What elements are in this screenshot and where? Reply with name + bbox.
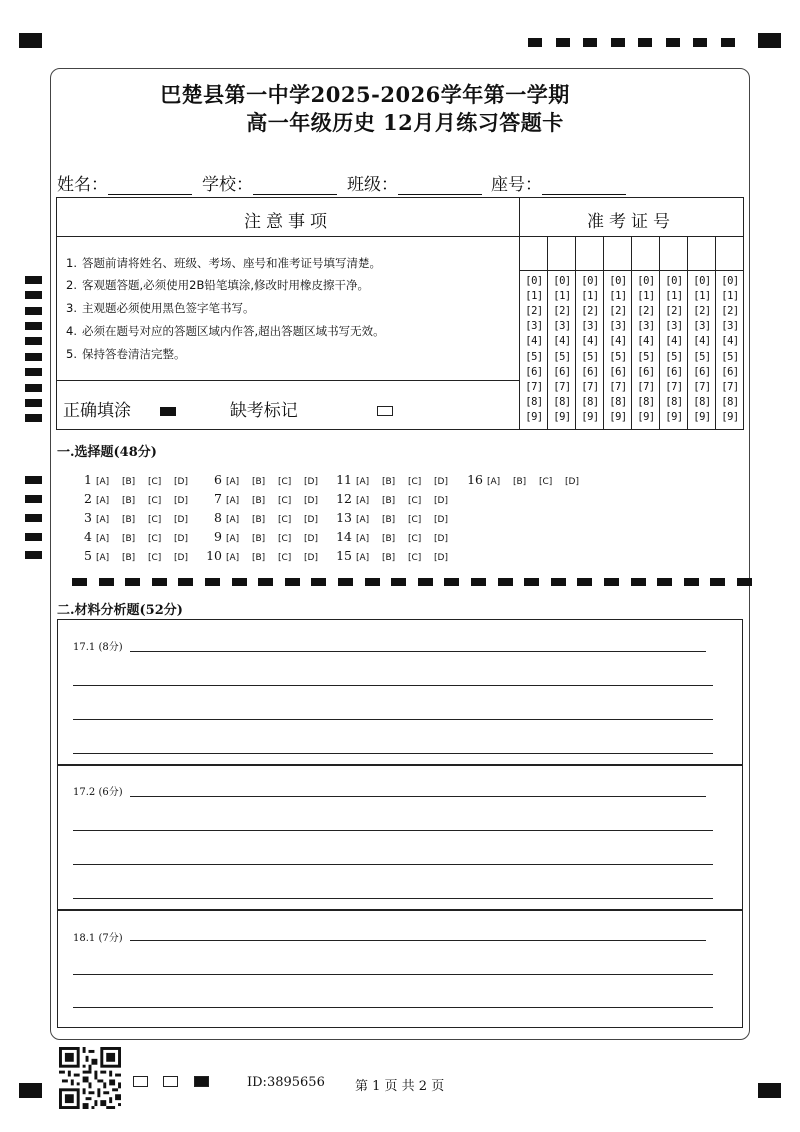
question-number: 6 [214, 472, 222, 487]
question-number: 1 [84, 472, 92, 487]
exam-id-bubble[interactable]: [5] [721, 350, 739, 363]
timing-mark [25, 291, 42, 299]
timing-mark [25, 384, 42, 392]
answer-box-17-1[interactable] [57, 619, 743, 766]
exam-id-bubble[interactable]: [8] [665, 395, 683, 408]
answer-box-18-1[interactable] [57, 909, 743, 1028]
exam-id-bubble[interactable]: [6] [637, 365, 655, 378]
info-label: 座号： [491, 175, 542, 195]
answer-bubble[interactable]: [A] [226, 534, 240, 544]
exam-id-bubble[interactable]: [9] [665, 410, 683, 423]
notice-item: 2. 客观题答题,必须使用2B铅笔填涂,修改时用橡皮擦干净。 [66, 278, 370, 292]
exam-id-bubble[interactable]: [7] [637, 380, 655, 393]
separator-dash [99, 578, 114, 586]
exam-id-bubble[interactable]: [6] [525, 365, 543, 378]
answer-bubble[interactable]: [D] [434, 534, 448, 544]
exam-id-bubble[interactable]: [2] [721, 305, 739, 318]
exam-id-bubble[interactable]: [7] [553, 380, 571, 393]
answer-bubble[interactable]: [C] [278, 496, 292, 506]
info-school[interactable] [202, 170, 337, 195]
mc-question [200, 472, 330, 487]
exam-id-bubble[interactable]: [0] [581, 275, 599, 287]
correct-fill-sample [160, 407, 176, 416]
separator-dash [125, 578, 140, 586]
timing-mark [25, 533, 42, 541]
answer-bubble[interactable]: [B] [513, 477, 527, 487]
answer-bubble[interactable]: [A] [226, 553, 240, 563]
exam-id-bubble[interactable]: [4] [525, 335, 543, 348]
exam-id-bubble[interactable]: [1] [637, 290, 655, 303]
exam-id-bubble[interactable]: [5] [693, 350, 711, 363]
answer-bubble[interactable]: [C] [148, 534, 162, 544]
exam-id-bubble[interactable]: [1] [581, 290, 599, 303]
registration-mark-bottom-left [19, 1083, 42, 1098]
exam-id-bubble[interactable]: [6] [581, 365, 599, 378]
question-label: 18.1 (7分) [73, 933, 123, 944]
exam-id-bubble[interactable]: [8] [721, 395, 739, 408]
mc-question [70, 510, 200, 525]
answer-bubble[interactable]: [B] [122, 553, 136, 563]
info-class[interactable] [347, 170, 482, 195]
mc-question [330, 548, 460, 563]
answer-bubble[interactable]: [B] [122, 534, 136, 544]
answer-bubble[interactable]: [C] [539, 477, 553, 487]
timing-dash [611, 38, 625, 47]
separator-dash [444, 578, 459, 586]
answer-bubble[interactable]: [A] [96, 553, 110, 563]
exam-id-bubble[interactable]: [3] [581, 320, 599, 333]
answer-bubble[interactable]: [C] [408, 534, 422, 544]
footer-box [133, 1076, 148, 1087]
separator-dash [258, 578, 273, 586]
separator-dash [205, 578, 220, 586]
exam-id-bubble[interactable]: [9] [553, 410, 571, 423]
question-number: 4 [84, 529, 92, 544]
answer-bubble[interactable]: [D] [174, 477, 188, 487]
mc-question [330, 472, 460, 487]
exam-id-bubble[interactable]: [0] [693, 275, 711, 287]
timing-mark [25, 322, 42, 330]
exam-id-bubble[interactable]: [8] [525, 395, 543, 408]
footer-box-filled [194, 1076, 209, 1087]
exam-id-bubble[interactable]: [5] [665, 350, 683, 363]
answer-bubble[interactable]: [A] [356, 553, 370, 563]
absent-mark-box[interactable] [377, 406, 393, 416]
timing-dash [638, 38, 652, 47]
answer-box-17-2[interactable] [57, 764, 743, 911]
answer-bubble[interactable]: [C] [148, 515, 162, 525]
answer-bubble[interactable]: [D] [174, 534, 188, 544]
answer-bubble[interactable]: [B] [122, 477, 136, 487]
timing-mark [25, 414, 42, 422]
answer-bubble[interactable]: [D] [565, 477, 579, 487]
exam-id-bubble[interactable]: [5] [609, 350, 627, 363]
separator-dash [365, 578, 380, 586]
answer-bubble[interactable]: [C] [148, 553, 162, 563]
exam-id-bubble[interactable]: [0] [721, 275, 739, 287]
registration-mark-bottom-right [758, 1083, 781, 1098]
exam-id-bubble[interactable]: [4] [609, 335, 627, 348]
exam-id-bubble[interactable]: [3] [553, 320, 571, 333]
exam-id-bubble[interactable]: [6] [693, 365, 711, 378]
timing-dash [666, 38, 680, 47]
exam-id-bubble[interactable]: [3] [693, 320, 711, 333]
footer-box [163, 1076, 178, 1087]
card-title-line1: 巴楚县第一中学2025-2026学年第一学期 [160, 82, 570, 107]
exam-id-bubble[interactable]: [3] [525, 320, 543, 333]
timing-mark [25, 495, 42, 503]
exam-id-bubble[interactable]: [2] [609, 305, 627, 318]
answer-bubble[interactable]: [D] [434, 496, 448, 506]
answer-bubble[interactable]: [C] [148, 496, 162, 506]
name-blank[interactable] [108, 178, 192, 195]
answer-bubble[interactable]: [C] [148, 477, 162, 487]
exam-id-bubble[interactable]: [1] [525, 290, 543, 303]
answer-bubble[interactable]: [A] [96, 515, 110, 525]
exam-id-bubble[interactable]: [7] [609, 380, 627, 393]
separator-dash [285, 578, 300, 586]
mc-question [200, 548, 330, 563]
info-label: 班级： [347, 175, 398, 195]
answer-bubble[interactable]: [A] [356, 534, 370, 544]
exam-id-bubble[interactable]: [2] [553, 305, 571, 318]
exam-id-bubble[interactable]: [3] [609, 320, 627, 333]
answer-bubble[interactable]: [A] [356, 496, 370, 506]
notice-item: 5. 保持答卷清洁完整。 [66, 347, 186, 361]
exam-id-bubble[interactable]: [4] [721, 335, 739, 348]
mc-question [200, 510, 330, 525]
exam-id-bubble[interactable]: [6] [665, 365, 683, 378]
timing-dash [528, 38, 542, 47]
answer-bubble[interactable]: [B] [382, 515, 396, 525]
separator-dash [684, 578, 699, 586]
answer-bubble[interactable]: [A] [96, 534, 110, 544]
answer-bubble[interactable]: [B] [252, 477, 266, 487]
separator-dash [657, 578, 672, 586]
exam-id-bubble[interactable]: [3] [665, 320, 683, 333]
question-number: 14 [336, 529, 352, 544]
answer-bubble[interactable]: [D] [174, 553, 188, 563]
exam-id-bubble[interactable]: [6] [721, 365, 739, 378]
separator-dash [737, 578, 752, 586]
exam-id-bubble[interactable]: [7] [665, 380, 683, 393]
registration-mark-top-left [19, 33, 42, 48]
timing-mark [25, 368, 42, 376]
answer-bubble[interactable]: [D] [304, 515, 318, 525]
separator-dash [710, 578, 725, 586]
separator-dash [551, 578, 566, 586]
class-blank[interactable] [398, 178, 482, 195]
exam-id-bubble[interactable]: [3] [721, 320, 739, 333]
timing-mark [25, 476, 42, 484]
exam-id-bubble[interactable]: [4] [693, 335, 711, 348]
answer-bubble[interactable]: [A] [226, 496, 240, 506]
section1-title: 一.选择题(48分) [57, 445, 157, 460]
answer-bubble[interactable]: [C] [278, 515, 292, 525]
exam-id-bubble[interactable]: [5] [637, 350, 655, 363]
timing-mark [25, 307, 42, 315]
exam-id-bubble[interactable]: [9] [721, 410, 739, 423]
separator-dash [232, 578, 247, 586]
separator-dash [498, 578, 513, 586]
question-number: 12 [336, 491, 352, 506]
question-number: 2 [84, 491, 92, 506]
question-number: 8 [214, 510, 222, 525]
answer-bubble[interactable]: [A] [226, 515, 240, 525]
answer-bubble[interactable]: [C] [408, 515, 422, 525]
exam-id-bubble[interactable]: [1] [553, 290, 571, 303]
timing-mark [25, 551, 42, 559]
timing-mark [25, 399, 42, 407]
exam-id-bubble[interactable]: [0] [525, 275, 543, 287]
notice-item: 4. 必须在题号对应的答题区域内作答,超出答题区域书写无效。 [66, 324, 385, 338]
mc-question [70, 529, 200, 544]
separator-dash [471, 578, 486, 586]
exam-id-bubble[interactable]: [8] [553, 395, 571, 408]
answer-bubble[interactable]: [C] [278, 477, 292, 487]
timing-dash [721, 38, 735, 47]
sheet-id: ID:3895656 [247, 1075, 325, 1090]
correct-fill-label: 正确填涂 [63, 401, 131, 421]
notice-heading: 注意事项 [244, 212, 332, 232]
answer-bubble[interactable]: [D] [304, 534, 318, 544]
exam-id-bubble[interactable]: [9] [525, 410, 543, 423]
exam-id-bubble[interactable]: [6] [553, 365, 571, 378]
exam-id-bubble[interactable]: [7] [693, 380, 711, 393]
page-indicator: 第 1 页 共 2 页 [355, 1079, 445, 1094]
exam-id-bubble[interactable]: [9] [609, 410, 627, 423]
mc-question [330, 529, 460, 544]
question-label: 17.2 (6分) [73, 787, 123, 798]
exam-id-bubble[interactable]: [5] [553, 350, 571, 363]
answer-bubble[interactable]: [A] [96, 496, 110, 506]
info-label: 姓名： [57, 175, 108, 195]
exam-id-bubble[interactable]: [4] [665, 335, 683, 348]
answer-bubble[interactable]: [D] [174, 515, 188, 525]
exam-id-bubble[interactable]: [8] [581, 395, 599, 408]
answer-bubble[interactable]: [D] [304, 496, 318, 506]
question-number: 10 [206, 548, 222, 563]
separator-dash [577, 578, 592, 586]
mc-question [200, 491, 330, 506]
notice-item: 1. 答题前请将姓名、班级、考场、座号和准考证号填写清楚。 [66, 256, 381, 270]
exam-id-bubble[interactable]: [0] [553, 275, 571, 287]
answer-bubble[interactable]: [B] [252, 553, 266, 563]
timing-mark [25, 337, 42, 345]
answer-bubble[interactable]: [B] [122, 515, 136, 525]
school-blank[interactable] [253, 178, 337, 195]
mc-question [70, 548, 200, 563]
mc-question [330, 510, 460, 525]
question-number: 3 [84, 510, 92, 525]
answer-bubble[interactable]: [B] [382, 477, 396, 487]
answer-bubble[interactable]: [B] [252, 496, 266, 506]
mc-question [70, 491, 200, 506]
exam-id-bubble[interactable]: [2] [637, 305, 655, 318]
exam-id-bubble[interactable]: [8] [637, 395, 655, 408]
exam-id-bubble[interactable]: [4] [637, 335, 655, 348]
exam-id-bubble[interactable]: [3] [637, 320, 655, 333]
separator-dash [72, 578, 87, 586]
answer-bubble[interactable]: [B] [252, 515, 266, 525]
answer-bubble[interactable]: [D] [434, 553, 448, 563]
question-number: 5 [84, 548, 92, 563]
separator-dash [391, 578, 406, 586]
answer-bubble[interactable]: [C] [408, 553, 422, 563]
exam-id-bubble[interactable]: [4] [553, 335, 571, 348]
separator-dash [604, 578, 619, 586]
exam-id-bubble[interactable]: [7] [721, 380, 739, 393]
card-title-line2: 高一年级历史 12月月练习答题卡 [246, 110, 564, 135]
exam-id-bubble[interactable]: [0] [637, 275, 655, 287]
answer-bubble[interactable]: [A] [96, 477, 110, 487]
separator-dash [152, 578, 167, 586]
separator-dash [338, 578, 353, 586]
answer-bubble[interactable]: [B] [382, 496, 396, 506]
answer-bubble[interactable]: [C] [278, 553, 292, 563]
exam-id-bubble[interactable]: [2] [581, 305, 599, 318]
section2-title: 二.材料分析题(52分) [57, 603, 183, 618]
mc-question [70, 472, 200, 487]
exam-id-bubble[interactable]: [1] [665, 290, 683, 303]
exam-id-bubble[interactable]: [5] [525, 350, 543, 363]
timing-mark [25, 276, 42, 284]
mc-question [200, 529, 330, 544]
timing-mark [25, 514, 42, 522]
answer-bubble[interactable]: [B] [382, 534, 396, 544]
mc-question [330, 491, 460, 506]
exam-id-bubble[interactable]: [9] [581, 410, 599, 423]
answer-bubble[interactable]: [A] [356, 477, 370, 487]
absent-mark-label: 缺考标记 [229, 401, 298, 421]
timing-dash [693, 38, 707, 47]
separator-dash [178, 578, 193, 586]
exam-id-bubble[interactable]: [2] [665, 305, 683, 318]
exam-id-bubble[interactable]: [1] [609, 290, 627, 303]
exam-id-bubble[interactable]: [0] [609, 275, 627, 287]
answer-bubble[interactable]: [A] [487, 477, 501, 487]
mc-question [461, 472, 591, 487]
timing-mark [25, 353, 42, 361]
exam-id-bubble[interactable]: [7] [525, 380, 543, 393]
exam-id-bubble[interactable]: [6] [609, 365, 627, 378]
fill-legend [63, 396, 393, 421]
answer-bubble[interactable]: [B] [122, 496, 136, 506]
answer-bubble[interactable]: [A] [356, 515, 370, 525]
question-number: 11 [336, 472, 352, 487]
seat-blank[interactable] [542, 178, 626, 195]
answer-bubble[interactable]: [C] [278, 534, 292, 544]
exam-id-bubble[interactable]: [5] [581, 350, 599, 363]
notice-table [56, 197, 744, 430]
exam-id-bubble[interactable]: [2] [693, 305, 711, 318]
exam-id-bubble[interactable]: [8] [693, 395, 711, 408]
question-number: 9 [214, 529, 222, 544]
qr-code-icon [59, 1047, 121, 1109]
timing-dash [556, 38, 570, 47]
answer-bubble[interactable]: [A] [226, 477, 240, 487]
exam-id-bubble[interactable]: [8] [609, 395, 627, 408]
exam-id-bubble[interactable]: [0] [665, 275, 683, 287]
question-label: 17.1 (8分) [73, 642, 123, 653]
exam-id-bubble[interactable]: [1] [693, 290, 711, 303]
exam-id-bubble[interactable]: [1] [721, 290, 739, 303]
separator-dash [311, 578, 326, 586]
info-name[interactable] [57, 170, 192, 195]
answer-bubble[interactable]: [D] [304, 553, 318, 563]
info-label: 学校： [202, 175, 253, 195]
notice-item: 3. 主观题必须使用黑色签字笔书写。 [66, 301, 255, 315]
registration-mark-top-right [758, 33, 781, 48]
answer-bubble[interactable]: [B] [252, 534, 266, 544]
question-number: 7 [214, 491, 222, 506]
separator-dash [524, 578, 539, 586]
separator-dash [631, 578, 646, 586]
answer-bubble[interactable]: [D] [434, 477, 448, 487]
timing-dash [583, 38, 597, 47]
info-seat[interactable] [491, 170, 626, 195]
exam-id-bubble[interactable]: [4] [581, 335, 599, 348]
answer-bubble[interactable]: [D] [434, 515, 448, 525]
answer-bubble[interactable]: [D] [174, 496, 188, 506]
answer-bubble[interactable]: [C] [408, 496, 422, 506]
answer-bubble[interactable]: [B] [382, 553, 396, 563]
question-number: 13 [336, 510, 352, 525]
exam-id-bubble[interactable]: [9] [637, 410, 655, 423]
exam-id-bubble[interactable]: [2] [525, 305, 543, 318]
answer-bubble[interactable]: [D] [304, 477, 318, 487]
answer-bubble[interactable]: [C] [408, 477, 422, 487]
question-number: 16 [467, 472, 483, 487]
exam-id-bubble[interactable]: [9] [693, 410, 711, 423]
exam-id-heading: 准考证号 [587, 212, 675, 232]
question-number: 15 [336, 548, 352, 563]
separator-dash [418, 578, 433, 586]
exam-id-bubble[interactable]: [7] [581, 380, 599, 393]
